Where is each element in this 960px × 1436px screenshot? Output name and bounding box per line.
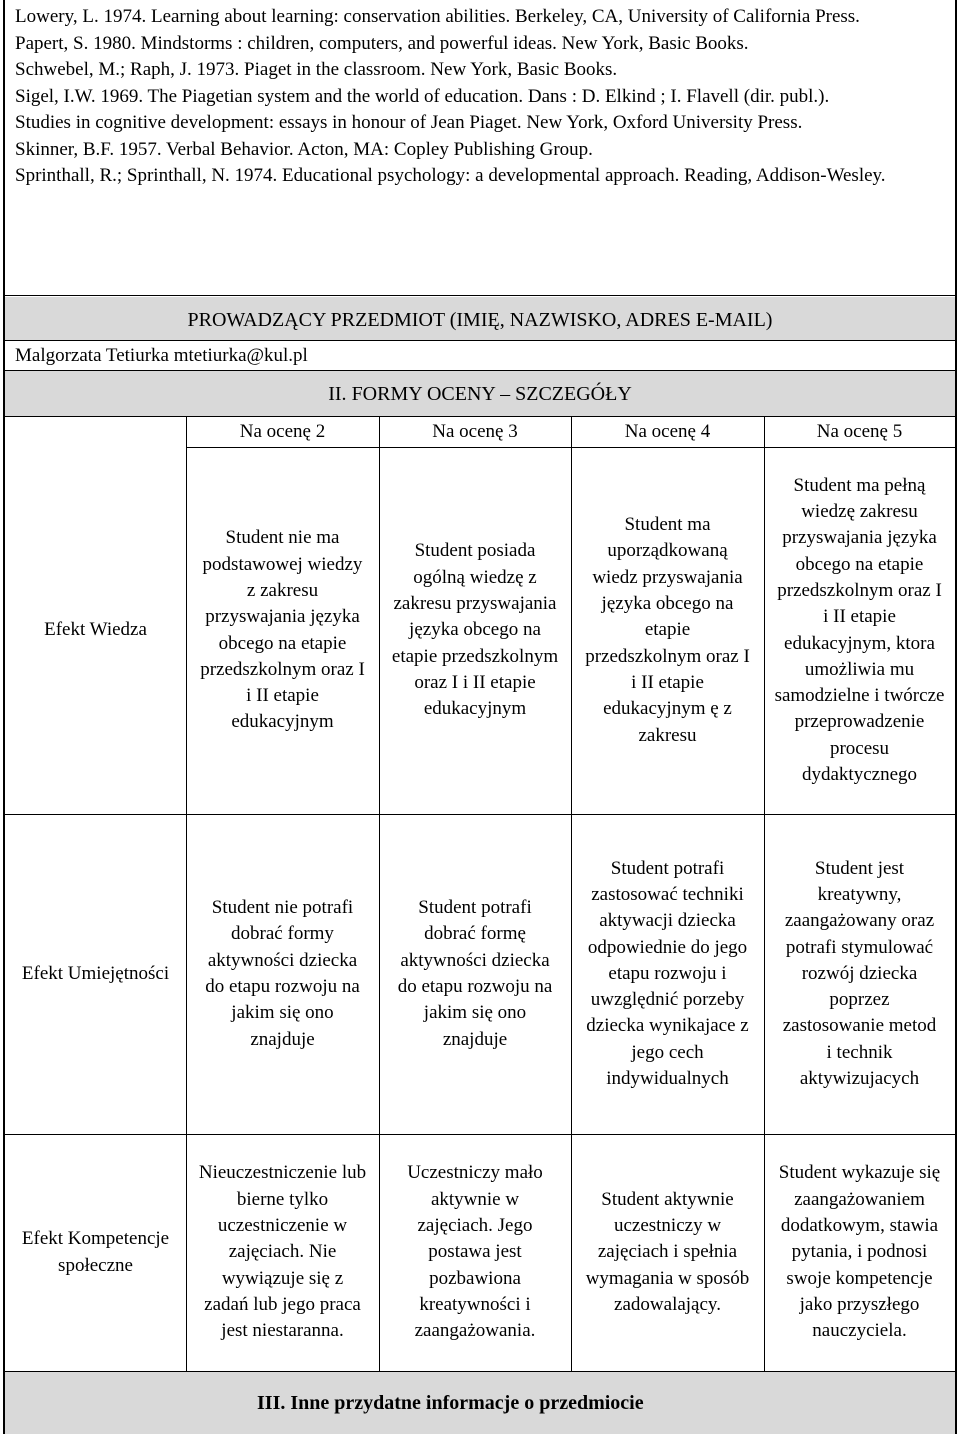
- document-page: [3, 0, 957, 1434]
- grade-cell: Student ma pełną wiedzę zakresu przyswajania języka obcego na etapie przedszkolnym oraz I i II etapie edukacyjnym, ktora umożliwia mu samodzielne i twórcze przeprowadzenie procesu dydaktycznego: [774, 474, 945, 785]
- table-divider: [764, 417, 765, 1371]
- table-divider: [186, 417, 187, 1371]
- table-divider: [5, 1134, 955, 1135]
- forms-heading: [5, 371, 955, 417]
- reference-item: Studies in cognitive development: essays in honour of Jean Piaget. New York, Oxford University Press.: [15, 112, 803, 133]
- grade-header: Na ocenę 5: [816, 420, 903, 442]
- reference-item: Sprinthall, R.; Sprinthall, N. 1974. Educational psychology: a developmental approach. Reading, Addison-Wesley.: [15, 165, 886, 186]
- forms-heading-number: II.: [328, 383, 352, 405]
- row-label: Efekt Wiedza: [44, 619, 147, 641]
- row-label: Efekt Umiejętności: [21, 962, 170, 984]
- grade-cell: Student ma uporządkowaną wiedz przyswajania języka obcego na etapie przedszkolnym oraz I i II etapie edukacyjnym ę z zakresu: [585, 514, 750, 746]
- table-divider: [5, 814, 955, 815]
- grade-cell: Student wykazuje się zaangażowaniem dodatkowym, stawia pytania, i podnosi swoje kompetencje jako przyszłego nauczyciela.: [778, 1162, 941, 1342]
- table-divider: [379, 417, 380, 1371]
- coordinator-heading: PROWADZĄCY PRZEDMIOT (IMIĘ, NAZWISKO, ADRES E-MAIL): [5, 297, 955, 341]
- grade-cell: Student aktywnie uczestniczy w zajęciach i spełnia wymagania w sposób zadowalający.: [585, 1188, 750, 1315]
- grade-cell: Student nie ma podstawowej wiedzy z zakresu przyswajania języka obcego na etapie przedszkolnym oraz I i II etapie edukacyjnym: [200, 527, 365, 733]
- grade-cell: Student posiada ogólną wiedzę z zakresu przyswajania języka obcego na etapie przedszkolnym oraz I i II etapie edukacyjnym: [391, 540, 559, 720]
- reference-item: Papert, S. 1980. Mindstorms : children, computers, and powerful ideas. New York, Basic Books.: [15, 32, 749, 54]
- reference-item: Sigel, I.W. 1969. The Piagetian system and the world of education. Dans : D. Elkind ; I. Flavell (dir. publ.).: [15, 85, 830, 107]
- forms-heading-title: FORMY OCENY – SZCZEGÓŁY: [351, 383, 632, 405]
- reference-item: Skinner, B.F. 1957. Verbal Behavior. Acton, MA: Copley Publishing Group.: [15, 138, 593, 160]
- references-section: [5, 0, 955, 296]
- grade-header: Na ocenę 3: [432, 420, 518, 442]
- grade-cell: Student potrafi dobrać formę aktywności dziecka do etapu rozwoju na jakim się ono znajduje: [397, 897, 553, 1050]
- grade-cell: Uczestniczy mało aktywnie w zajęciach. Jego postawa jest pozbawiona kreatywności i zaangażowania.: [407, 1162, 543, 1342]
- other-info-heading: III. Inne przydatne informacje o przedmiocie: [5, 1372, 955, 1434]
- table-divider: [571, 417, 572, 1371]
- coordinator-value: Malgorzata Tetiurka mtetiurka@kul.pl: [5, 341, 955, 371]
- row-label: Efekt Kompetencje społeczne: [21, 1228, 170, 1276]
- grade-header: Na ocenę 2: [239, 420, 326, 442]
- grade-cell: Student nie potrafi dobrać formy aktywności dziecka do etapu rozwoju na jakim się ono znajduje: [205, 897, 360, 1050]
- grade-cell: Student jest kreatywny, zaangażowany oraz potrafi stymulować rozwój dziecka poprzez zastosowanie metod i technik aktywizujacych: [782, 857, 937, 1090]
- grade-cell: Nieuczestniczenie lub bierne tylko uczestniczenie w zajęciach. Nie wywiązuje się z zadań lub jego praca jest niestaranna.: [198, 1162, 367, 1342]
- grade-cell: Student potrafi zastosować techniki aktywacji dziecka odpowiednie do jego etapu rozwoju i uwzględnić porzeby dziecka wynikajace z jego cech indywidualnych: [586, 857, 749, 1090]
- reference-item: Lowery, L. 1974. Learning about learning: conservation abilities. Berkeley, CA, University of California Press.: [15, 6, 860, 27]
- assessment-table: [5, 417, 955, 1371]
- grade-header: Na ocenę 4: [624, 420, 711, 442]
- reference-item: Schwebel, M.; Raph, J. 1973. Piaget in the classroom. New York, Basic Books.: [15, 59, 618, 80]
